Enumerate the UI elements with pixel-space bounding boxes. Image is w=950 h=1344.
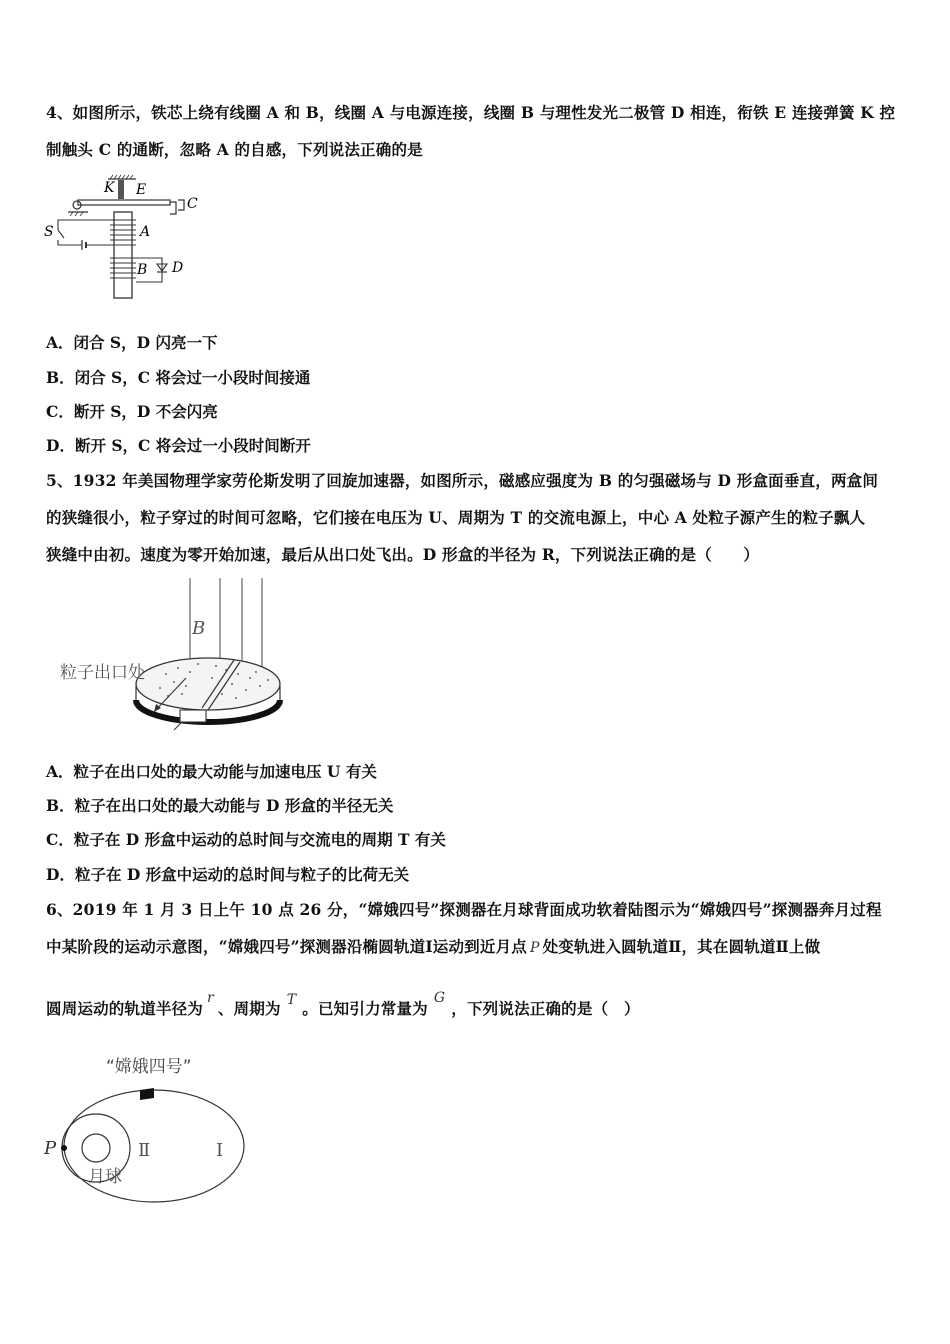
q6-stem-line2 xyxy=(46,935,820,957)
q5-option-c: C．粒子在 D 形盒中运动的总时间与交流电的周期 T 有关 xyxy=(46,830,446,849)
q4-stem-line2: 制触头 C 的通断，忽略 A 的自感，下列说法正确的是 xyxy=(46,140,423,159)
label-moon: 月球 xyxy=(88,1167,122,1187)
label-e: E xyxy=(136,182,147,198)
q6-stem-line3b: 、周期为 xyxy=(217,999,281,1018)
q4-stem-line1: 4、如图所示，铁芯上绕有线圈 A 和 B，线圈 A 与电源连接，线圈 B 与理性发光二极管 D 相连，衔铁 E 连接弹簧 K 控 xyxy=(46,103,896,122)
label-p: P xyxy=(44,1138,57,1159)
label-s: S xyxy=(44,224,54,240)
q5-cyclotron-figure xyxy=(56,574,296,734)
label-b-field: B xyxy=(192,618,206,639)
label-c: C xyxy=(187,196,198,212)
label-probe: “嫦娥四号” xyxy=(106,1057,192,1077)
q6-symbol-g: G xyxy=(433,990,446,1006)
q5-stem-line1: 5、1932 年美国物理学家劳伦斯发明了回旋加速器，如图所示，磁感应强度为 B 的匀强磁场与 D 形盒面垂直，两盒间 xyxy=(46,471,879,490)
q5-stem-line3: 狭缝中由初。速度为零开始加速，最后从出口处飞出。D 形盒的半径为 R，下列说法正确的是（ ） xyxy=(46,545,760,564)
q6-stem-line3a: 圆周运动的轨道半径为 xyxy=(46,999,204,1018)
label-d: D xyxy=(172,260,184,276)
q6-stem-line2b: 处变轨进入圆轨道Ⅱ，其在圆轨道Ⅱ上做 xyxy=(542,937,821,956)
label-orbit-2: Ⅱ xyxy=(138,1140,151,1161)
q5-stem-line2: 的狭缝很小，粒子穿过的时间可忽略，它们接在电压为 U、周期为 T 的交流电源上，中心 A 处粒子源产生的粒子飘人 xyxy=(46,508,866,527)
q6-stem-line3 xyxy=(46,990,640,1019)
q5-option-a: A．粒子在出口处的最大动能与加速电压 U 有关 xyxy=(46,762,377,781)
q4-option-d: D．断开 S，C 将会过一小段时间断开 xyxy=(46,436,311,455)
label-exit: 粒子出口处 xyxy=(60,663,145,683)
q6-orbit-figure xyxy=(40,1044,260,1204)
label-k: K xyxy=(104,180,115,196)
q6-stem-line2a: 中某阶段的运动示意图，“嫦娥四号”探测器沿椭圆轨道Ⅰ运动到近月点 xyxy=(46,937,527,956)
q6-symbol-r: r xyxy=(207,990,214,1006)
q4-circuit-figure xyxy=(44,172,204,304)
label-orbit-1: Ⅰ xyxy=(216,1140,224,1161)
q6-symbol-t: T xyxy=(286,992,297,1008)
q5-option-b: B．粒子在出口处的最大动能与 D 形盒的半径无关 xyxy=(46,796,394,815)
q6-stem-line1: 6、2019 年 1 月 3 日上午 10 点 26 分，“嫦娥四号”探测器在月球背面成功软着陆图示为“嫦娥四号”探测器奔月过程 xyxy=(46,900,882,919)
q4-option-b: B．闭合 S，C 将会过一小段时间接通 xyxy=(46,368,311,387)
label-b: B xyxy=(137,262,148,278)
label-a: A xyxy=(140,224,151,240)
q4-option-a: A．闭合 S，D 闪亮一下 xyxy=(46,333,218,352)
q6-stem-line3d: ，下列说法正确的是（ ） xyxy=(451,999,640,1018)
q6-symbol-p: P xyxy=(529,940,540,956)
q4-option-c: C．断开 S，D 不会闪亮 xyxy=(46,402,218,421)
q6-stem-line3c: 。已知引力常量为 xyxy=(302,999,428,1018)
q5-option-d: D．粒子在 D 形盒中运动的总时间与粒子的比荷无关 xyxy=(46,865,410,884)
